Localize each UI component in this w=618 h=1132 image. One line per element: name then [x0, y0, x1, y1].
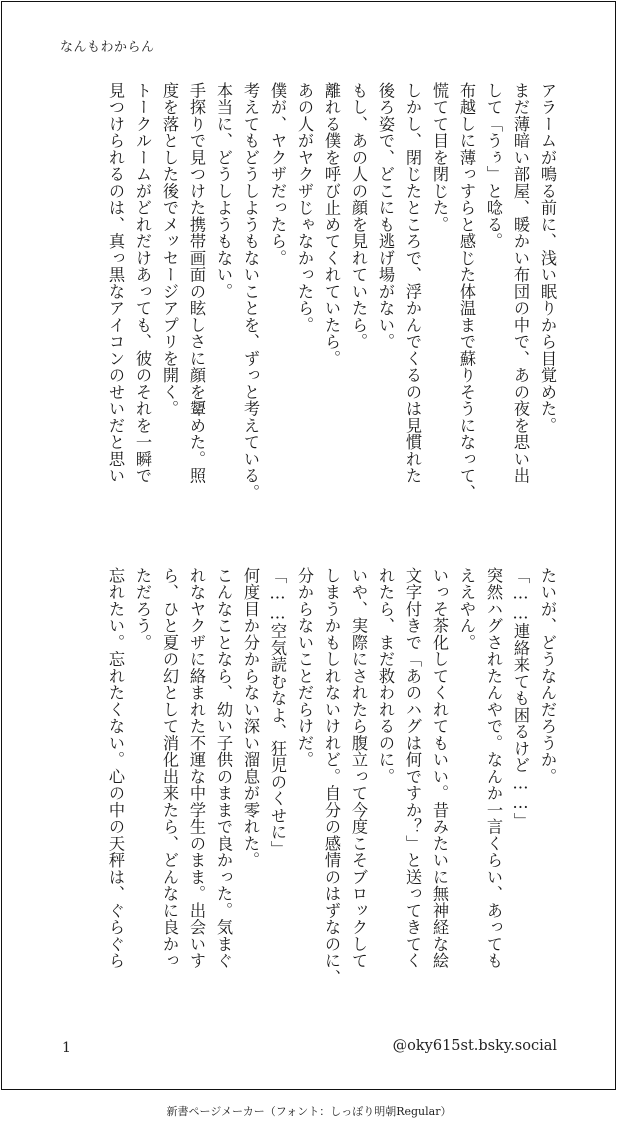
upper-text-line: 後ろ姿で、どこにも逃げ場がない。 [376, 82, 395, 350]
lower-text-line: 「……連絡来ても困るけど……」 [511, 567, 530, 830]
upper-text-line: アラームが鳴る前に、浅い眠りから目覚めた。 [538, 82, 557, 434]
upper-text-line: トークルームがどれだけあっても、彼のそれを一瞬で [133, 82, 152, 484]
novel-page [1, 1, 616, 1090]
upper-text-line: あの人がヤクザじゃなかったら。 [295, 82, 314, 334]
upper-text-line: 離れる僕を呼び止めてくれていたら。 [322, 82, 341, 367]
upper-text-line: して「うぅ」と唸る。 [484, 82, 503, 250]
lower-text-line: 「……空気読むなよ、狂児のくせに」 [268, 567, 287, 858]
lower-text-line: 文字付きで「あのハグは何ですか？」と送ってきてく [403, 567, 422, 969]
author-handle: @oky615st.bsky.social [392, 1038, 557, 1054]
upper-text-line: しかし、閉じたところで、浮かんでくるのは見慣れた [403, 82, 422, 484]
upper-text-line: 度を落とした後でメッセージアプリを開く。 [160, 82, 179, 417]
lower-text-line: 突然ハグされたんやで。なんか一言くらい、あっても [484, 567, 503, 969]
lower-text-line: しまうかもしれないけれど。自分の感情のはずなのに、 [322, 567, 341, 986]
upper-text-line: まだ薄暗い部屋、暖かい布団の中で、あの夜を思い出 [511, 82, 530, 484]
upper-text-column-block [102, 82, 561, 522]
lower-text-line: れたら、まだ救われるのに。 [376, 567, 395, 785]
upper-text-line: 本当に、どうしようもない。 [214, 82, 233, 300]
lower-text-line: たいが、どうなんだろうか。 [538, 567, 557, 785]
lower-text-line: 忘れたい。忘れたくない。心の中の天秤は、ぐらぐら [106, 567, 125, 969]
upper-text-line: もし、あの人の顔を見れていたら。 [349, 82, 368, 350]
upper-text-line: 慌てて目を閉じた。 [430, 82, 449, 233]
lower-text-line: 分からないことだらけだ。 [295, 567, 314, 768]
lower-text-column-block [102, 567, 561, 1007]
lower-text-line: いっそ茶化してくれてもいい。昔みたいに無神経な絵 [430, 567, 449, 969]
lower-text-line: 何度目か分からない深い溜息が零れた。 [241, 567, 260, 869]
upper-text-line: 手探りで見つけた携帯画面の眩しさに顔を顰めた。照 [187, 82, 206, 484]
lower-text-line: こんなことなら、幼い子供のままで良かった。気まぐ [214, 567, 233, 969]
page-title: なんもわからん [60, 40, 155, 55]
footer-caption: 新書ページメーカー（フォント：しっぽり明朝Regular） [166, 1105, 452, 1118]
lower-text-line: れなヤクザに絡まれた不運な中学生のまま。出会いす [187, 567, 206, 969]
upper-text-line: 考えてもどうしようもないことを、ずっと考えている。 [241, 82, 260, 501]
lower-text-line: ただろう。 [133, 567, 152, 651]
page-number: 1 [62, 1040, 71, 1056]
lower-text-line: ら、ひと夏の幻として消化出来たら、どんなに良かっ [160, 567, 179, 969]
upper-text-line: 見つけられるのは、真っ黒なアイコンのせいだと思い [106, 82, 125, 484]
lower-text-line: いや、実際にされたら腹立って今度こそブロックして [349, 567, 368, 969]
upper-text-line: 僕が、ヤクザだったら。 [268, 82, 287, 267]
lower-text-line: ええやん。 [457, 567, 476, 651]
upper-text-line: 布越しに薄っすらと感じた体温まで蘇りそうになって、 [457, 82, 476, 501]
